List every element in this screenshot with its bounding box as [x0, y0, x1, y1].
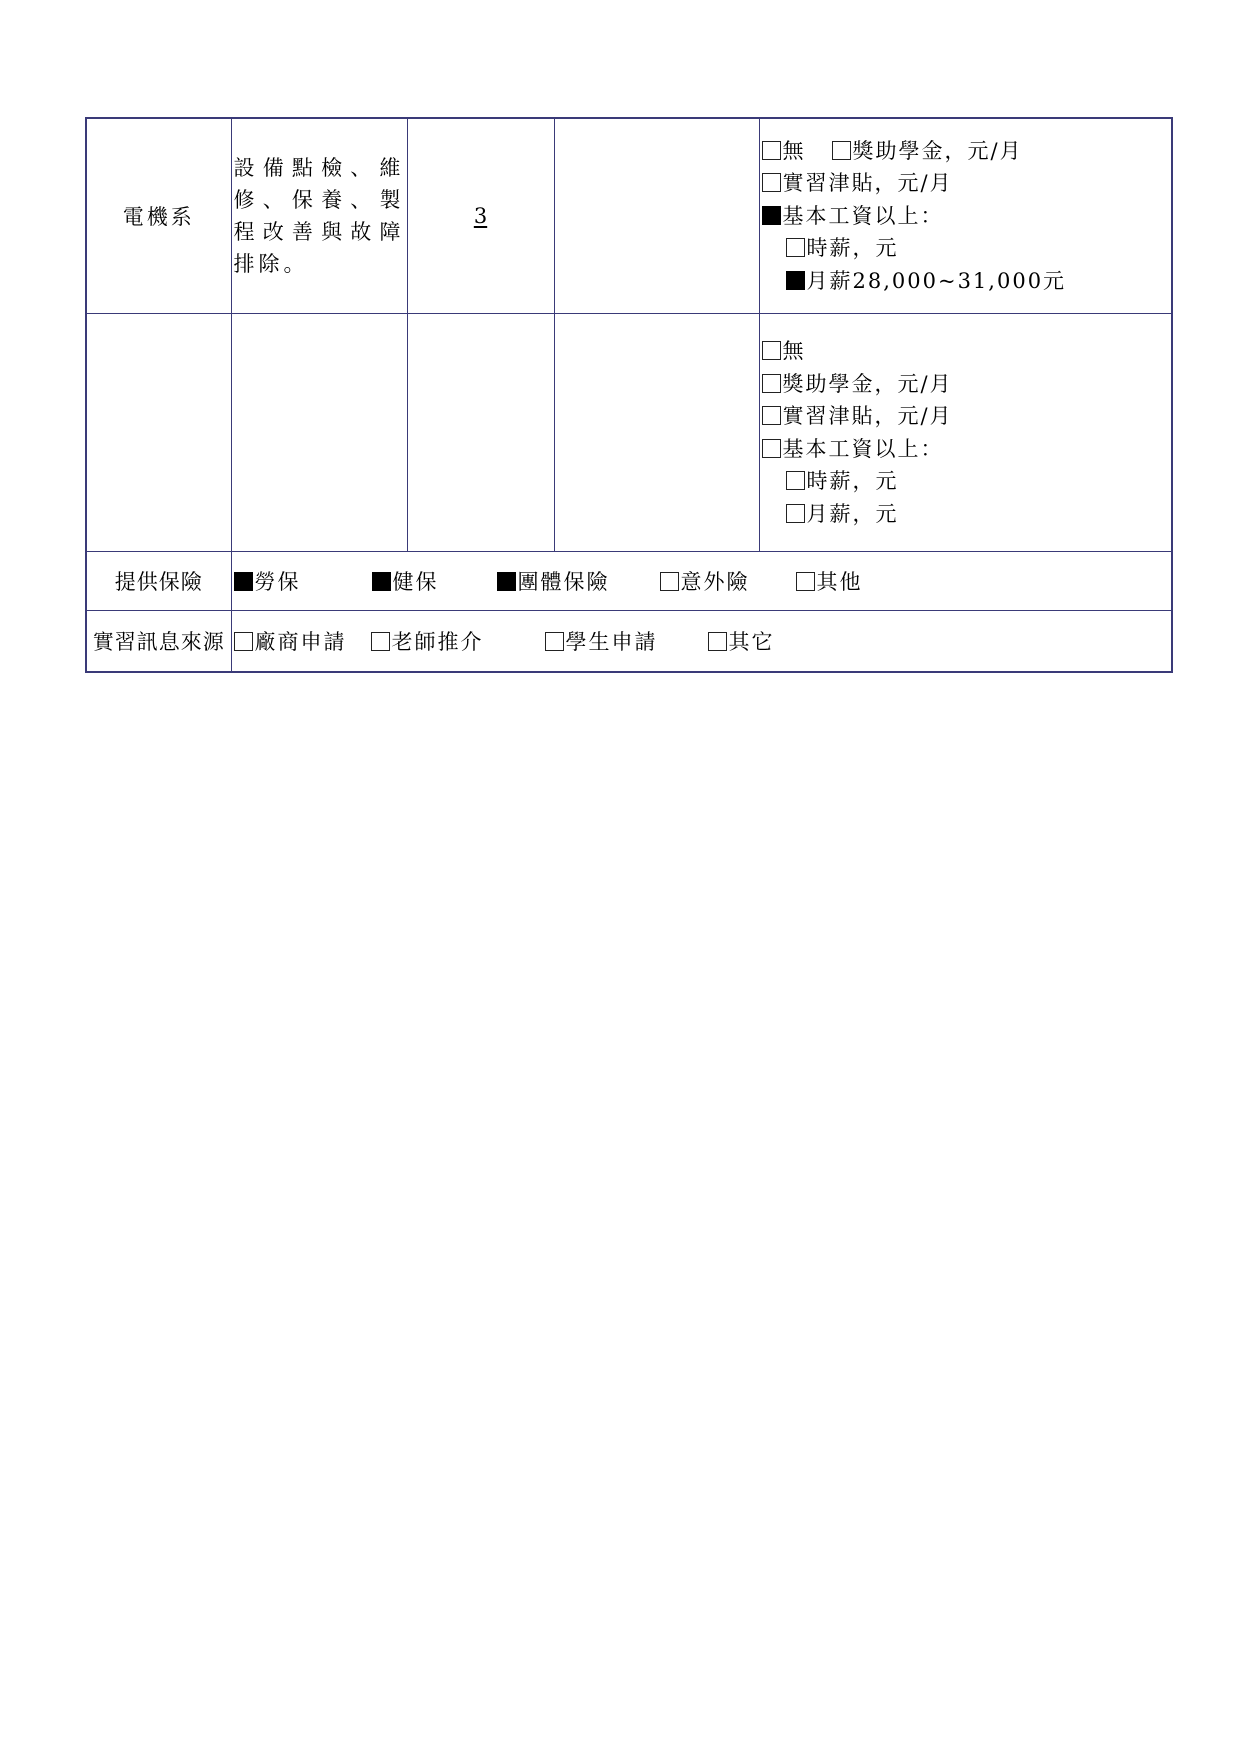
internship-form-table: [85, 117, 1173, 673]
checkbox-accident-insurance[interactable]: [660, 572, 679, 591]
insurance-label: 提供保險: [86, 552, 231, 611]
pay-scholarship-label: 獎助學金，元/月: [852, 138, 1023, 163]
headcount-value: 3: [473, 204, 488, 228]
count-cell: [407, 314, 554, 552]
checkbox-basic-wage[interactable]: [762, 206, 781, 225]
pay-scholarship-label: 獎助學金，元/月: [782, 371, 953, 396]
department-cell: [86, 314, 231, 552]
checkbox-none[interactable]: [762, 341, 781, 360]
checkbox-labor-insurance[interactable]: [234, 572, 253, 591]
pay-basic-wage-label: 基本工資以上：: [782, 436, 944, 461]
pay-none-label: 無: [782, 138, 806, 163]
checkbox-company-apply[interactable]: [234, 632, 253, 651]
checkbox-hourly[interactable]: [786, 238, 805, 257]
checkbox-hourly[interactable]: [786, 471, 805, 490]
insurance-option-label: 其他: [816, 570, 863, 594]
checkbox-other-source[interactable]: [708, 632, 727, 651]
empty-cell: [554, 314, 759, 552]
checkbox-monthly[interactable]: [786, 504, 805, 523]
checkbox-teacher-recommend[interactable]: [371, 632, 390, 651]
insurance-row: [86, 552, 1172, 611]
duties-cell: 設備點檢、維修、保養、製程改善與故障排除。: [231, 118, 407, 314]
pay-basic-wage-label: 基本工資以上：: [782, 203, 944, 228]
checkbox-group-insurance[interactable]: [497, 572, 516, 591]
insurance-option-label: 意外險: [680, 570, 750, 594]
checkbox-allowance[interactable]: [762, 406, 781, 425]
checkbox-student-apply[interactable]: [545, 632, 564, 651]
empty-cell: [554, 118, 759, 314]
table-row: [86, 314, 1172, 552]
checkbox-monthly[interactable]: [786, 271, 805, 290]
pay-hourly-label: 時薪，元: [806, 236, 899, 261]
duties-cell: [231, 314, 407, 552]
insurance-option-label: 團體保險: [517, 570, 610, 594]
source-option-label: 廠商申請: [254, 630, 347, 654]
insurance-option-label: 健保: [392, 570, 439, 594]
insurance-option-label: 勞保: [254, 570, 301, 594]
checkbox-health-insurance[interactable]: [372, 572, 391, 591]
source-option-label: 其它: [728, 630, 775, 654]
pay-monthly-label: 月薪28,000~31,000元: [806, 268, 1067, 293]
pay-allowance-label: 實習津貼，元/月: [782, 171, 953, 196]
checkbox-allowance[interactable]: [762, 173, 781, 192]
insurance-options: [231, 552, 1172, 611]
pay-cell: [759, 314, 1172, 552]
source-option-label: 學生申請: [565, 630, 658, 654]
source-option-label: 老師推介: [391, 630, 484, 654]
source-row: [86, 611, 1172, 673]
pay-cell: [759, 118, 1172, 314]
table-row: [86, 118, 1172, 314]
checkbox-basic-wage[interactable]: [762, 439, 781, 458]
department-cell: 電機系: [86, 118, 231, 314]
source-label: 實習訊息來源: [86, 611, 231, 673]
pay-none-label: 無: [782, 339, 806, 363]
count-cell: [407, 118, 554, 314]
checkbox-other-insurance[interactable]: [796, 572, 815, 591]
pay-monthly-label: 月薪，元: [806, 501, 899, 526]
pay-allowance-label: 實習津貼，元/月: [782, 404, 953, 428]
checkbox-scholarship[interactable]: [832, 141, 851, 160]
pay-hourly-label: 時薪，元: [806, 469, 899, 493]
checkbox-scholarship[interactable]: [762, 374, 781, 393]
checkbox-none[interactable]: [762, 141, 781, 160]
source-options: [231, 611, 1172, 673]
